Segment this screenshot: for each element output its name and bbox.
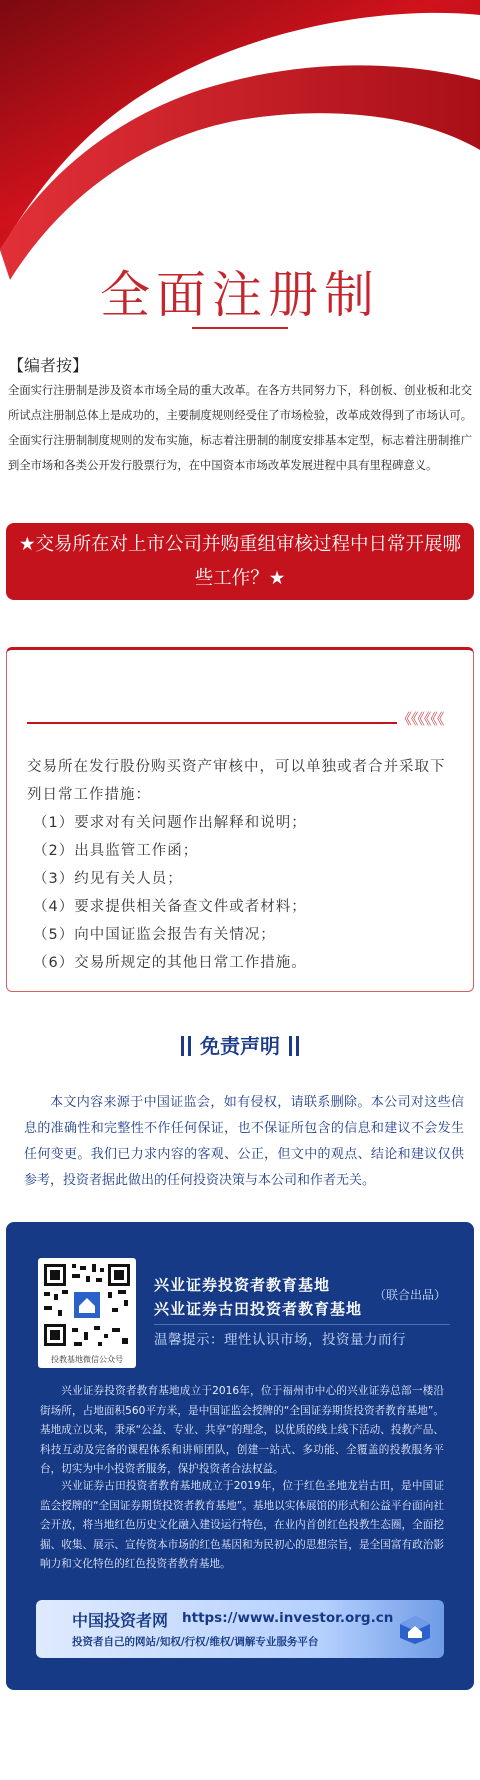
answer-content: [27, 753, 457, 977]
answer-item: （6）交易所规定的其他日常工作措施。: [33, 955, 307, 971]
question-banner: ★交易所在对上市公司并购重组审核过程中日常开展哪些工作？★: [6, 523, 474, 600]
investor-portal-banner[interactable]: [36, 1600, 444, 1658]
disclaimer-title: [0, 1030, 480, 1059]
title-bar-icon: [188, 1036, 191, 1056]
qr-code[interactable]: [38, 1258, 136, 1368]
qr-code-icon: [38, 1258, 136, 1352]
panel-divider: [154, 1324, 450, 1325]
page-title: 全面注册制: [100, 266, 380, 324]
answer-item: （3）约见有关人员；: [33, 871, 183, 887]
title-bar-icon: [289, 1036, 292, 1056]
joint-production-label: （联合出品）: [374, 1288, 447, 1302]
org-intro-2: 兴业证券古田投资者教育基地成立于2019年，位于红色圣地龙岩古田，是中国证监会授牌的“全国证券期货投资者教育基地”。基地以实体展馆的形式和公益平台面向社会开放，将当地红色历史文化融入建设运行特色，在业内首创红色投教生态圈，全面挖掘、收集、展示、宣传资本市场的红色基因和为民初心的思想宗旨，是全国富有政治影响力和文化特色的红色投资者教育基地。: [40, 1480, 444, 1570]
portal-url-link[interactable]: https://www.investor.org.cn: [182, 1610, 394, 1626]
cube-logo-icon: [398, 1614, 432, 1646]
hero-banner: [0, 0, 480, 355]
answer-item: （5）向中国证监会报告有关情况；: [33, 927, 276, 943]
answer-intro: 交易所在发行股份购买资产审核中，可以单独或者合并采取下列日常工作措施：: [27, 759, 446, 803]
editor-note-heading: 【编者按】: [8, 356, 89, 375]
title-bar-icon: [296, 1036, 299, 1056]
answer-item: （1）要求对有关问题作出解释和说明；: [33, 815, 307, 831]
org-intro-1: 兴业证券投资者教育基地成立于2016年，位于福州市中心的兴业证券总部一楼沿街场所，占地面积560平方米，是中国证监会授牌的“全国证券期货投资者教育基地”。基地成立以来，秉承“公益、专业、共享”的理念，以优质的线上线下活动、投教产品、科技互动及完备的课程体系和讲师团队，创建一站式、多功能、全覆盖的投教服务平台，切实为中小投资者服务，保护投资者合法权益。: [40, 1385, 444, 1475]
chevron-decoration-icon: 《《《《《《: [397, 710, 444, 728]
disclaimer-title-text: 免责声明: [200, 1034, 280, 1058]
answer-card: [6, 647, 474, 992]
answer-item: （2）出具监管工作函；: [33, 843, 199, 859]
risk-tip: 温馨提示：理性认识市场，投资量力而行: [154, 1332, 406, 1348]
answer-item: （4）要求提供相关备查文件或者材料；: [33, 899, 307, 915]
title-bar-icon: [181, 1036, 184, 1056]
org-name-2: 兴业证券古田投资者教育基地: [154, 1300, 363, 1318]
portal-subtitle: 投资者自己的网站/知权/行权/维权/调解专业服务平台: [72, 1636, 319, 1648]
org-name-1: 兴业证券投资者教育基地: [154, 1276, 331, 1294]
portal-name: 中国投资者网: [72, 1611, 169, 1630]
qr-caption: 投教基地微信公众号: [51, 1355, 123, 1364]
disclaimer-body: 本文内容来源于中国证监会，如有侵权，请联系删除。本公司对这些信息的准确性和完整性不作任何保证，也不保证所包含的信息和建议不会发生任何变更。我们已力求内容的客观、公正，但文中的观点、结论和建议仅供参考，投资者据此做出的任何投资决策与本公司和作者无关。: [24, 1095, 464, 1188]
investor-education-panel: [6, 1222, 474, 1690]
editor-note-body: 全面实行注册制是涉及资本市场全局的重大改革。在各方共同努力下，科创板、创业板和北交所试点注册制总体上是成功的，主要制度规则经受住了市场检验，改革成效得到了市场认可。全面实行注册制制度规则的发布实施，标志着注册制的制度安排基本定型，标志着注册制推广到全市场和各类公开发行股票行为，在中国资本市场改革发展进程中具有里程碑意义。: [8, 384, 472, 472]
title-underline: [192, 327, 288, 329]
answer-divider: [27, 722, 397, 724]
